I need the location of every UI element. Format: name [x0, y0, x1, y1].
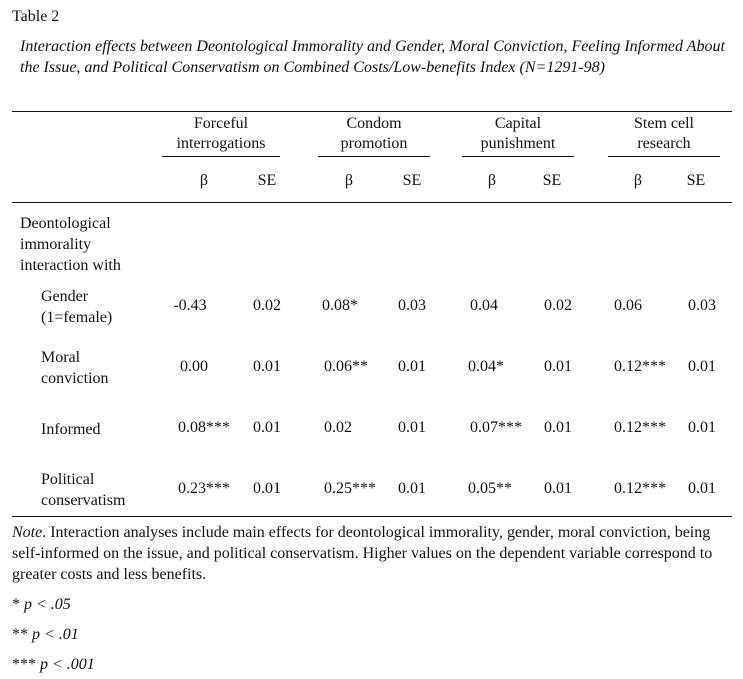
subheader-se: SE	[542, 172, 562, 189]
subheader-beta: β	[633, 172, 643, 189]
significance-line	[12, 596, 71, 614]
table-cell: 0.01	[688, 358, 716, 375]
table-cell: 0.02	[253, 297, 281, 314]
subheader-beta: β	[199, 172, 209, 189]
column-header-line: punishment	[480, 135, 556, 152]
column-underline	[462, 156, 574, 157]
significance-text: p < .01	[32, 626, 79, 643]
table-cell: 0.01	[253, 419, 281, 436]
row-label-line: conservatism	[41, 492, 126, 509]
subheader-beta: β	[344, 172, 354, 189]
column-header-line: Condom	[346, 115, 402, 132]
row-label-line: Political	[41, 471, 95, 488]
column-underline	[318, 156, 430, 157]
table-cell: 0.23***	[178, 480, 230, 497]
significance-stars: **	[12, 626, 32, 643]
column-underline	[608, 156, 720, 157]
table-cell: 0.06**	[324, 358, 368, 375]
table-cell: 0.12***	[614, 480, 666, 497]
table-cell: 0.01	[688, 419, 716, 436]
table-cell: 0.02	[324, 419, 352, 436]
significance-text: p < .001	[40, 656, 95, 673]
column-header-line: research	[637, 135, 691, 152]
table-cell: 0.01	[544, 358, 572, 375]
column-header-stem-cell-research	[608, 114, 720, 154]
table-cell: 0.12***	[614, 358, 666, 375]
section-label-line: Deontological	[20, 215, 111, 232]
note-text: . Interaction analyses include main effects for deontological immorality, gender, moral conviction, being self-informed on the issue, and political conservatism. Higher values on the dependent variable correspond to greater costs and less benefits.	[12, 524, 713, 583]
table-cell: 0.08***	[178, 419, 230, 436]
row-label-informed	[41, 419, 101, 440]
subheader-se: SE	[686, 172, 706, 189]
row-label-gender	[41, 286, 112, 328]
table-cell: 0.03	[688, 297, 716, 314]
table-cell: 0.00	[180, 358, 208, 375]
row-label-line: Gender	[41, 288, 89, 305]
table-cell: 0.04*	[468, 358, 504, 375]
header-rule	[12, 202, 732, 203]
table-cell: 0.01	[544, 480, 572, 497]
significance-stars: ***	[12, 656, 40, 673]
subheader-beta: β	[487, 172, 497, 189]
table-number: Table 2	[12, 8, 60, 25]
bottom-rule	[12, 516, 732, 517]
table-cell: 0.04	[470, 297, 498, 314]
table-cell: 0.06	[614, 297, 642, 314]
table-cell: 0.08*	[322, 297, 358, 314]
row-label-line: conviction	[41, 370, 109, 387]
top-rule	[12, 111, 732, 112]
column-header-line: interrogations	[176, 135, 266, 152]
column-header-condom-promotion	[318, 114, 430, 154]
table-cell: 0.01	[398, 358, 426, 375]
column-header-line: Capital	[494, 115, 542, 132]
table-cell: 0.01	[544, 419, 572, 436]
row-label-line: Moral	[41, 349, 81, 366]
row-label-political-conservatism	[41, 469, 125, 511]
table-cell: 0.03	[398, 297, 426, 314]
table-cell: -0.43	[173, 297, 207, 314]
table-cell: 0.02	[544, 297, 572, 314]
column-header-line: promotion	[340, 135, 408, 152]
table-cell: 0.01	[688, 480, 716, 497]
row-label-moral-conviction	[41, 347, 109, 389]
table-cell: 0.25***	[324, 480, 376, 497]
table-cell: 0.07***	[470, 419, 522, 436]
column-header-line: Stem cell	[634, 115, 694, 132]
subheader-se: SE	[402, 172, 422, 189]
table-cell: 0.01	[398, 419, 426, 436]
row-label-line: Informed	[41, 421, 101, 438]
section-label-line: interaction with	[20, 257, 121, 274]
column-underline	[162, 156, 280, 157]
significance-stars: *	[12, 596, 24, 613]
significance-line	[12, 626, 79, 644]
table-cell: 0.01	[253, 358, 281, 375]
row-label-line: (1=female)	[41, 309, 113, 326]
note-label: Note	[12, 524, 43, 541]
section-label	[20, 213, 121, 276]
subheader-se: SE	[257, 172, 277, 189]
table-caption: Interaction effects between Deontological Immorality and Gender, Moral Conviction, Feeling Informed About the Issue, and Political Conservatism on Combined Costs/Low-benefits Index (N=1291-98)	[20, 38, 725, 76]
table-cell: 0.12***	[614, 419, 666, 436]
significance-text: p < .05	[24, 596, 71, 613]
column-header-line: Forceful	[193, 115, 249, 132]
section-label-line: immorality	[20, 236, 92, 253]
table-cell: 0.05**	[468, 480, 512, 497]
table-cell: 0.01	[398, 480, 426, 497]
column-header-capital-punishment	[462, 114, 574, 154]
significance-line	[12, 656, 95, 674]
column-header-forceful-interrogations	[162, 114, 280, 154]
table-cell: 0.01	[253, 480, 281, 497]
table-note	[12, 522, 732, 585]
